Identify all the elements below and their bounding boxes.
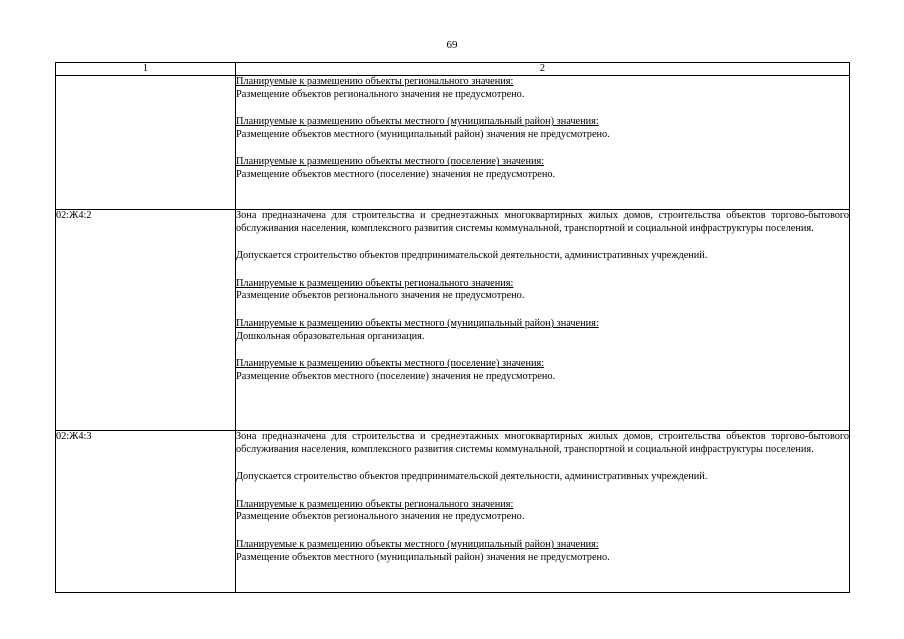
table-row xyxy=(56,431,850,593)
table-header-row xyxy=(56,63,850,76)
zone-purpose-text: Зона предназначена для строительства и среднеэтажных многоквартирных жилых домов, строительства объектов торгово-бытового обслуживания населения, комплексного развития системы коммунальной, транспортной и социальной инфраструктуры поселения. xyxy=(236,210,849,234)
table-row xyxy=(56,210,850,431)
block-text: Размещение объектов регионального значения не предусмотрено. xyxy=(236,511,525,523)
zone-description-cell xyxy=(236,431,850,593)
zone-purpose-text: Зона предназначена для строительства и среднеэтажных многоквартирных жилых домов, строительства объектов торгово-бытового обслуживания населения, комплексного развития системы коммунальной, транспортной и социальной инфраструктуры поселения. xyxy=(236,431,849,455)
column-header-1: 1 xyxy=(56,63,236,76)
block-heading: Планируемые к размещению объекты местного (муниципальный район) значения: xyxy=(236,317,599,329)
block-heading: Планируемые к размещению объекты регионального значения: xyxy=(236,498,514,510)
page-number: 69 xyxy=(446,39,458,51)
zone-permitted-text: Допускается строительство объектов предпринимательской деятельности, административных учреждений. xyxy=(236,250,708,262)
block-heading: Планируемые к размещению объекты местного (муниципальный район) значения: xyxy=(236,116,599,128)
zone-code-cell: 02:Ж4:3 xyxy=(56,431,236,593)
block-text: Размещение объектов регионального значения не предусмотрено. xyxy=(236,88,525,100)
block-text: Размещение объектов местного (муниципальный район) значения не предусмотрено. xyxy=(236,551,610,563)
zone-code-cell: 02:Ж4:2 xyxy=(56,210,236,431)
block-heading: Планируемые к размещению объекты местного (муниципальный район) значения: xyxy=(236,538,599,550)
zone-permitted-text: Допускается строительство объектов предпринимательской деятельности, административных учреждений. xyxy=(236,471,708,483)
block-heading: Планируемые к размещению объекты регионального значения: xyxy=(236,76,514,87)
block-heading: Планируемые к размещению объекты местного (поселение) значения: xyxy=(236,156,545,168)
zoning-table xyxy=(55,62,850,593)
block-text: Размещение объектов местного (муниципальный район) значения не предусмотрено. xyxy=(236,128,610,140)
block-heading: Планируемые к размещению объекты регионального значения: xyxy=(236,277,514,289)
table-row xyxy=(56,76,850,210)
zone-code-cell xyxy=(56,76,236,210)
column-header-2: 2 xyxy=(236,63,850,76)
block-text: Размещение объектов местного (поселение) значения не предусмотрено. xyxy=(236,168,556,180)
zone-description-cell xyxy=(236,210,850,431)
block-text: Дошкольная образовательная организация. xyxy=(236,330,425,342)
zone-description-cell xyxy=(236,76,850,210)
block-heading: Планируемые к размещению объекты местного (поселение) значения: xyxy=(236,358,545,370)
block-text: Размещение объектов регионального значения не предусмотрено. xyxy=(236,290,525,302)
block-text: Размещение объектов местного (поселение) значения не предусмотрено. xyxy=(236,370,556,382)
